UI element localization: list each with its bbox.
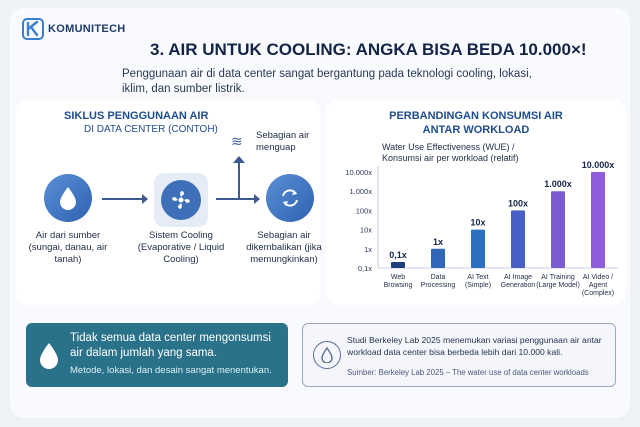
fan-icon — [168, 187, 194, 213]
y-tick-label: 0,1x — [357, 264, 372, 273]
comparison-title-line2: ANTAR WORKLOAD — [422, 124, 530, 136]
cooling-system-node — [154, 173, 208, 227]
wue-bar-chart — [326, 100, 626, 305]
category-label: AI Video / Agent (Complex) — [581, 274, 615, 297]
key-insight-text: Tidak semua data center mengonsumsi air dalam jumlah yang sama. — [70, 332, 271, 359]
y-tick-label: 100x — [355, 206, 372, 216]
category-label: AI Image Generation — [500, 274, 536, 289]
cycle-subtitle: DI DATA CENTER (CONTOH) — [84, 124, 218, 135]
brand — [22, 18, 126, 40]
bar-value-label: 100x — [507, 198, 529, 209]
y-tick-label: 10x — [359, 225, 372, 235]
y-tick-label: 1.000x — [349, 187, 372, 197]
page-title: 3. AIR UNTUK COOLING: ANGKA BISA BEDA 10.000×! — [150, 40, 587, 59]
arrow-cooling-to-return — [216, 198, 256, 200]
brand-name: KOMUNITECH — [48, 23, 126, 35]
bar — [391, 262, 405, 268]
cycle-title: SIKLUS PENGGUNAAN AIR — [64, 110, 209, 122]
bar-value-label: 1x — [432, 236, 444, 247]
comparison-panel — [326, 100, 626, 305]
category-label: AI Training (Large Model) — [536, 274, 580, 289]
bar — [511, 210, 525, 268]
key-insight-box — [26, 323, 288, 387]
water-return-label: Sebagian air dikembalikan (jika memungkinkan) — [246, 230, 322, 265]
arrow-source-to-cooling — [102, 198, 144, 200]
key-insight-subtext: Metode, lokasi, dan desain sangat menentukan. — [70, 365, 272, 376]
page-subtitle: Penggunaan air di data center sangat bergantung pada teknologi cooling, lokasi, iklim, dan sumber listrik. — [122, 68, 532, 95]
water-source-label: Air dari sumber (sungai, danau, air tanah) — [28, 230, 108, 265]
bar-value-label: 10x — [470, 217, 486, 228]
evaporation-arrow — [233, 156, 245, 163]
study-note-box — [302, 323, 616, 387]
comparison-title-line1: PERBANDINGAN KONSUMSI AIR — [389, 110, 563, 122]
y-tick-label: 1x — [364, 244, 372, 254]
bar — [471, 230, 485, 268]
komunitech-logo-icon — [22, 18, 44, 40]
water-cycle-panel — [16, 100, 320, 305]
water-drop-icon — [38, 341, 60, 369]
cooling-system-label: Sistem Cooling (Evaporative / Liquid Cooling) — [137, 230, 225, 265]
study-note-text: Studi Berkeley Lab 2025 menemukan variasi penggunaan air antar workload data center bisa berbeda lebih dari 10.000 kali. — [347, 335, 602, 357]
category-label: AI Text (Simple) — [464, 274, 492, 289]
category-label: Web Browsing — [383, 274, 413, 289]
y-tick-label: 10.000x — [345, 168, 372, 177]
bar-value-label: 1.000x — [544, 179, 572, 190]
category-label: Data Processing — [420, 274, 456, 289]
bar — [591, 172, 605, 268]
bar — [431, 249, 445, 268]
water-return-node — [266, 174, 314, 222]
study-source: Sumber: Berkeley Lab 2025 – The water use of data center workloads — [347, 368, 589, 377]
bar-value-label: 0,1x — [389, 250, 407, 260]
bar-value-label: 10.000x — [581, 160, 615, 170]
water-drop-outline-icon — [313, 341, 341, 369]
water-source-node — [44, 174, 92, 222]
recycle-icon — [278, 186, 302, 210]
steam-icon: ≋ — [231, 133, 243, 149]
bar — [551, 191, 565, 268]
chart-caption-line1: Water Use Effectiveness (WUE) / — [382, 142, 515, 152]
chart-caption-line2: Konsumsi air per workload (relatif) — [382, 153, 519, 163]
evaporation-line — [238, 162, 240, 198]
evaporation-label: Sebagian air menguap — [256, 130, 310, 153]
water-drop-icon — [57, 185, 79, 211]
